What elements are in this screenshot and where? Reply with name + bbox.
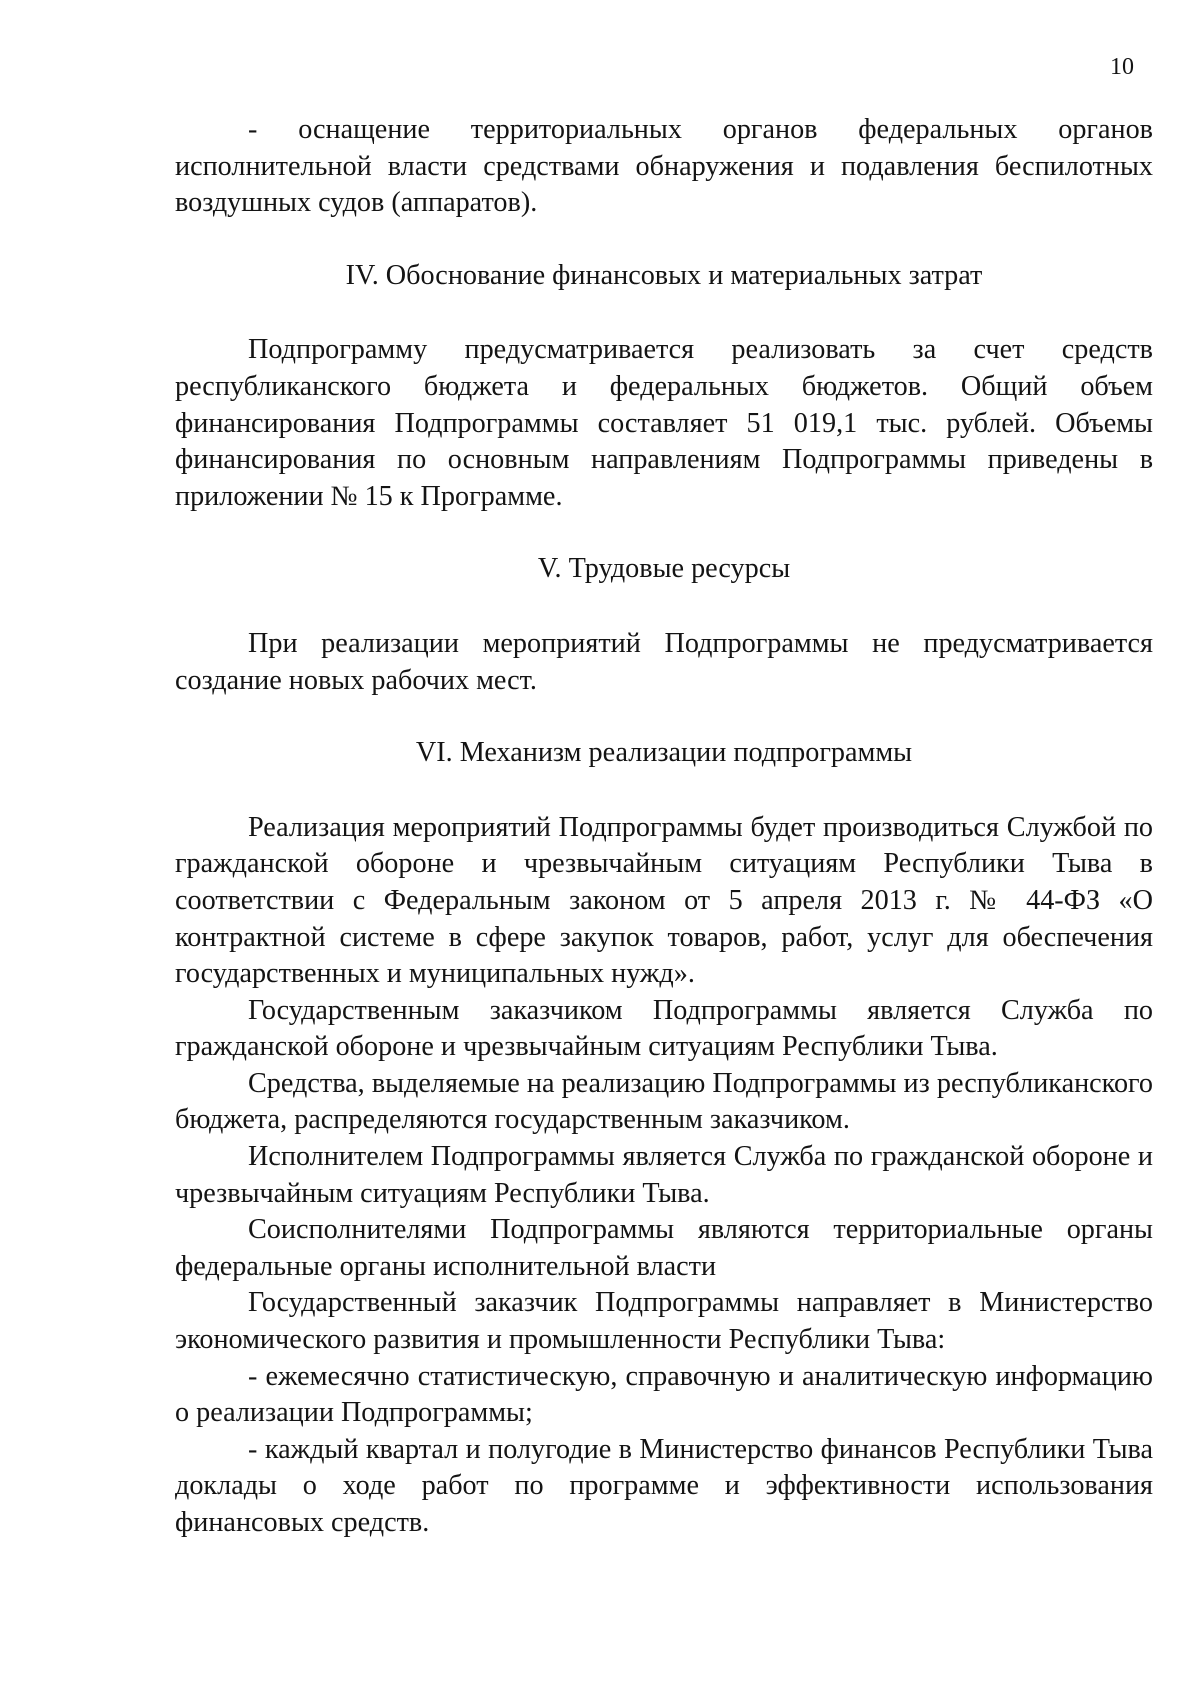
section-6-heading: VI. Механизм реализации подпрограммы — [415, 737, 913, 769]
section-5-heading: V. Трудовые ресурсы — [537, 553, 791, 585]
intro-paragraph: - оснащение территориальных органов федеральных органов исполнительной власти средствами обнаружения и подавления беспилотных воздушных судов (аппаратов). — [175, 114, 1153, 219]
section-5-paragraph: При реализации мероприятий Подпрограммы не предусматривается создание новых рабочих мест. — [175, 627, 1153, 696]
section-6-paragraph: - ежемесячно статистическую, справочную и аналитическую информацию о реализации Подпрограммы; — [175, 1360, 1153, 1429]
document-body — [175, 112, 1153, 1542]
section-6-paragraph: Соисполнителями Подпрограммы являются территориальные органы федеральные органы исполнительной власти — [175, 1214, 1153, 1282]
section-6-paragraph: - каждый квартал и полугодие в Министерство финансов Республики Тыва доклады о ходе работ по программе и эффективности использования финансовых средств. — [175, 1433, 1153, 1538]
section-6-paragraph: Государственный заказчик Подпрограммы направляет в Министерство экономического развития и промышленности Республики Тыва: — [175, 1287, 1153, 1356]
section-6-paragraph: Исполнителем Подпрограммы является Служба по гражданской обороне и чрезвычайным ситуациям Республики Тыва. — [175, 1141, 1153, 1209]
page-number: 10 — [1110, 54, 1134, 80]
section-4-paragraph: Подпрограмму предусматривается реализовать за счет средств республиканского бюджета и федеральных бюджетов. Общий объем финансирования Подпрограммы составляет 51 019,1 тыс. рублей. Объемы финансирования по основным направлениям Подпрограммы приведены в приложении № 15 к Программе. — [175, 334, 1153, 512]
section-6-paragraph: Средства, выделяемые на реализацию Подпрограммы из республиканского бюджета, распределяются государственным заказчиком. — [175, 1067, 1153, 1136]
section-6-paragraph: Государственным заказчиком Подпрограммы является Служба по гражданской обороне и чрезвычайным ситуациям Республики Тыва. — [175, 994, 1153, 1063]
section-6-paragraph: Реализация мероприятий Подпрограммы будет производиться Службой по гражданской обороне и чрезвычайным ситуациям Республики Тыва в соответствии с Федеральным законом от 5 апреля 2013 г. № 44-ФЗ «О контрактной системе в сфере закупок товаров, работ, услуг для обеспечения государственных и муниципальных нужд». — [175, 811, 1153, 990]
section-4-heading: IV. Обоснование финансовых и материальных затрат — [345, 259, 983, 291]
